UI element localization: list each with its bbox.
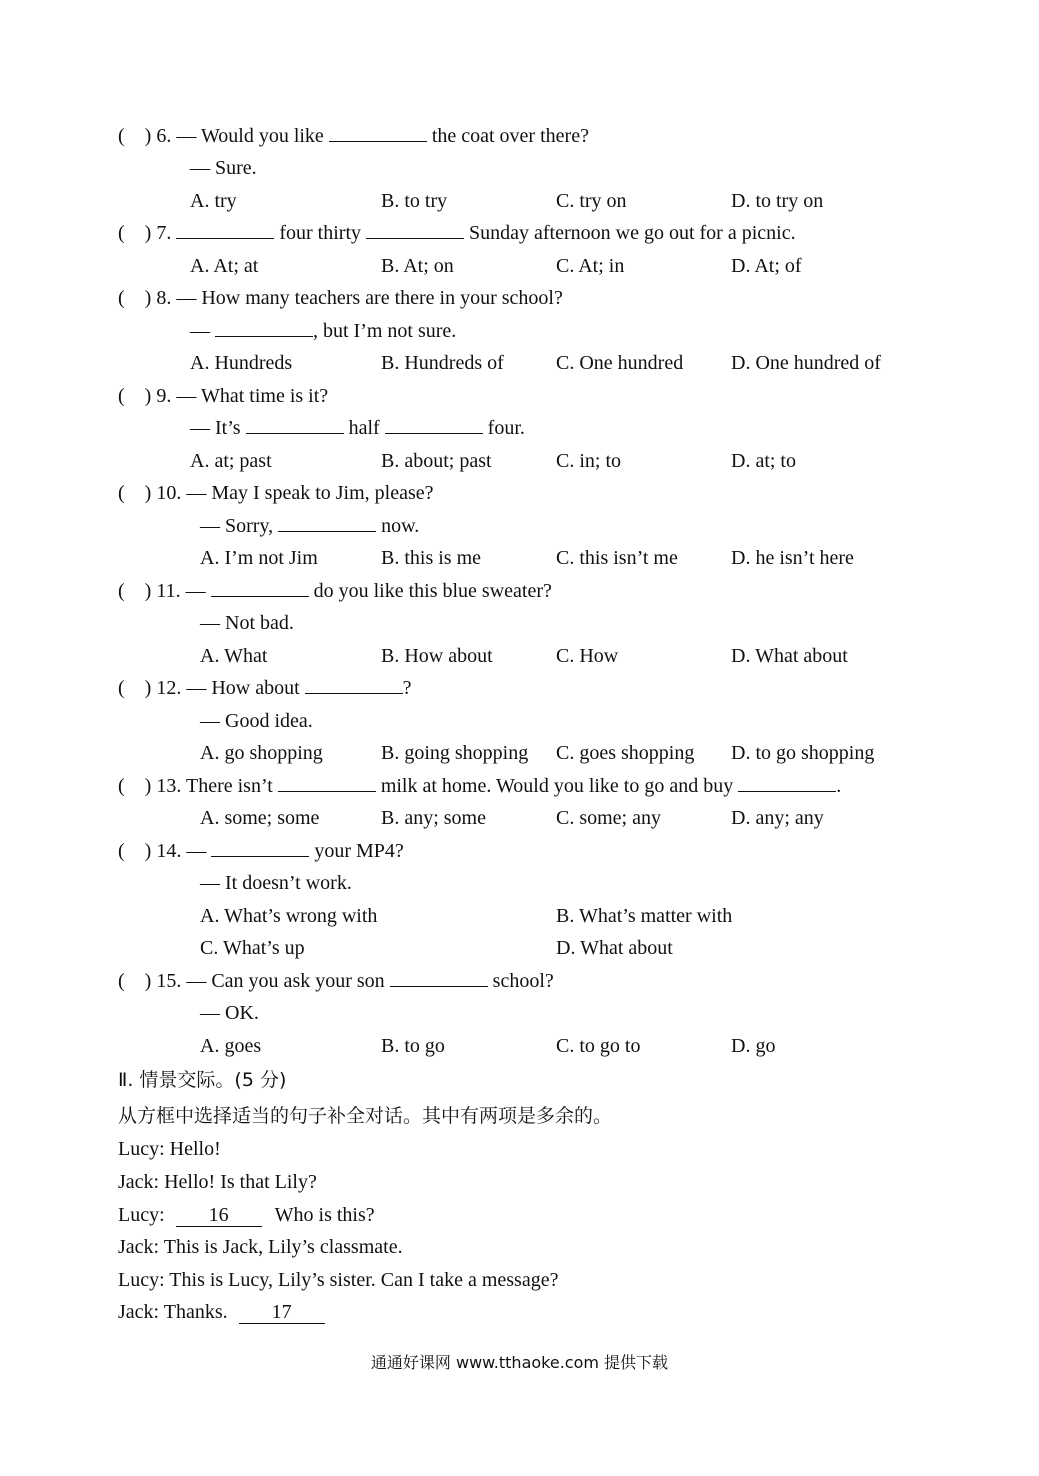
answer-blank[interactable] xyxy=(278,775,376,792)
answer-blank[interactable] xyxy=(176,222,274,239)
question-13-option-c: C. some; any xyxy=(556,807,661,829)
question-15-stem: ( ) 15. — Can you ask your son school? xyxy=(118,970,554,992)
question-7-option-c: C. At; in xyxy=(556,255,625,277)
question-9-option-c: C. in; to xyxy=(556,450,622,472)
question-13-stem: ( ) 13. There isn’t milk at home. Would you like to go and buy . xyxy=(118,775,842,797)
dialog-line-4: Jack: This is Jack, Lily’s classmate. xyxy=(118,1236,403,1258)
section-2-title: Ⅱ. 情景交际。(5 分) xyxy=(118,1069,287,1091)
answer-blank[interactable] xyxy=(390,970,488,987)
question-11-reply: — Not bad. xyxy=(200,612,294,634)
dialog-line-6: Jack: Thanks. 17 xyxy=(118,1300,325,1324)
question-14-stem: ( ) 14. — your MP4? xyxy=(118,840,404,862)
question-12-option-d: D. to go shopping xyxy=(731,742,875,764)
dialog-line-2: Jack: Hello! Is that Lily? xyxy=(118,1171,317,1193)
question-10-option-a: A. I’m not Jim xyxy=(200,547,318,569)
question-7-option-b: B. At; on xyxy=(381,255,454,277)
question-11-option-c: C. How xyxy=(556,645,619,667)
dialog-line-5: Lucy: This is Lucy, Lily’s sister. Can I take a message? xyxy=(118,1269,559,1291)
answer-blank[interactable] xyxy=(385,417,483,434)
question-12-option-a: A. go shopping xyxy=(200,742,323,764)
page-footer: 通通好课网 www.tthaoke.com 提供下载 xyxy=(370,1353,669,1372)
question-14-option-d: D. What about xyxy=(556,937,673,959)
question-6-option-a: A. try xyxy=(190,190,237,212)
question-15-reply: — OK. xyxy=(200,1002,259,1024)
question-8-option-b: B. Hundreds of xyxy=(381,352,504,374)
question-11-option-a: A. What xyxy=(200,645,268,667)
question-11-stem: ( ) 11. — do you like this blue sweater? xyxy=(118,580,552,602)
question-12-reply: — Good idea. xyxy=(200,710,313,732)
answer-blank[interactable] xyxy=(215,320,313,337)
question-11-option-b: B. How about xyxy=(381,645,493,667)
answer-blank[interactable] xyxy=(211,840,309,857)
question-10-option-c: C. this isn’t me xyxy=(556,547,678,569)
question-15-option-d: D. go xyxy=(731,1035,776,1057)
question-10-option-b: B. this is me xyxy=(381,547,482,569)
question-7-option-d: D. At; of xyxy=(731,255,802,277)
question-9-reply: — It’s half four. xyxy=(190,417,525,439)
question-6-reply: — Sure. xyxy=(190,157,257,179)
question-14-option-a: A. What’s wrong with xyxy=(200,905,378,927)
question-9-option-a: A. at; past xyxy=(190,450,272,472)
dialog-line-1: Lucy: Hello! xyxy=(118,1138,221,1160)
question-10-option-d: D. he isn’t here xyxy=(731,547,854,569)
question-13-option-b: B. any; some xyxy=(381,807,486,829)
question-7-stem: ( ) 7. four thirty Sunday afternoon we go out for a picnic. xyxy=(118,222,796,244)
question-11-option-d: D. What about xyxy=(731,645,848,667)
dialog-line-3: Lucy: 16 Who is this? xyxy=(118,1204,375,1226)
question-12-option-c: C. goes shopping xyxy=(556,742,695,764)
answer-blank-16[interactable]: 16 xyxy=(176,1204,262,1227)
question-8-option-d: D. One hundred of xyxy=(731,352,881,374)
question-7-option-a: A. At; at xyxy=(190,255,259,277)
question-8-option-c: C. One hundred xyxy=(556,352,684,374)
question-6-option-d: D. to try on xyxy=(731,190,824,212)
question-8-reply: — , but I’m not sure. xyxy=(190,320,457,342)
question-13-option-a: A. some; some xyxy=(200,807,320,829)
answer-blank[interactable] xyxy=(329,125,427,142)
question-6-option-c: C. try on xyxy=(556,190,627,212)
question-12-option-b: B. going shopping xyxy=(381,742,529,764)
answer-blank[interactable] xyxy=(366,222,464,239)
answer-blank[interactable] xyxy=(246,417,344,434)
question-14-reply: — It doesn’t work. xyxy=(200,872,352,894)
question-15-option-b: B. to go xyxy=(381,1035,445,1057)
question-9-option-d: D. at; to xyxy=(731,450,796,472)
answer-blank[interactable] xyxy=(305,677,403,694)
question-9-stem: ( ) 9. — What time is it? xyxy=(118,385,329,407)
question-15-option-c: C. to go to xyxy=(556,1035,641,1057)
question-9-option-b: B. about; past xyxy=(381,450,492,472)
question-8-stem: ( ) 8. — How many teachers are there in your school? xyxy=(118,287,563,309)
answer-blank[interactable] xyxy=(211,580,309,597)
answer-blank-17[interactable]: 17 xyxy=(239,1301,325,1324)
question-14-option-c: C. What’s up xyxy=(200,937,305,959)
question-10-reply: — Sorry, now. xyxy=(200,515,420,537)
question-14-option-b: B. What’s matter with xyxy=(556,905,733,927)
question-6-stem: ( ) 6. — Would you like the coat over there? xyxy=(118,125,589,147)
section-2-instruction: 从方框中选择适当的句子补全对话。其中有两项是多余的。 xyxy=(118,1105,613,1127)
question-13-option-d: D. any; any xyxy=(731,807,824,829)
question-15-option-a: A. goes xyxy=(200,1035,262,1057)
question-6-option-b: B. to try xyxy=(381,190,448,212)
answer-blank[interactable] xyxy=(278,515,376,532)
question-10-stem: ( ) 10. — May I speak to Jim, please? xyxy=(118,482,434,504)
answer-blank[interactable] xyxy=(738,775,836,792)
question-8-option-a: A. Hundreds xyxy=(190,352,293,374)
question-12-stem: ( ) 12. — How about ? xyxy=(118,677,412,699)
